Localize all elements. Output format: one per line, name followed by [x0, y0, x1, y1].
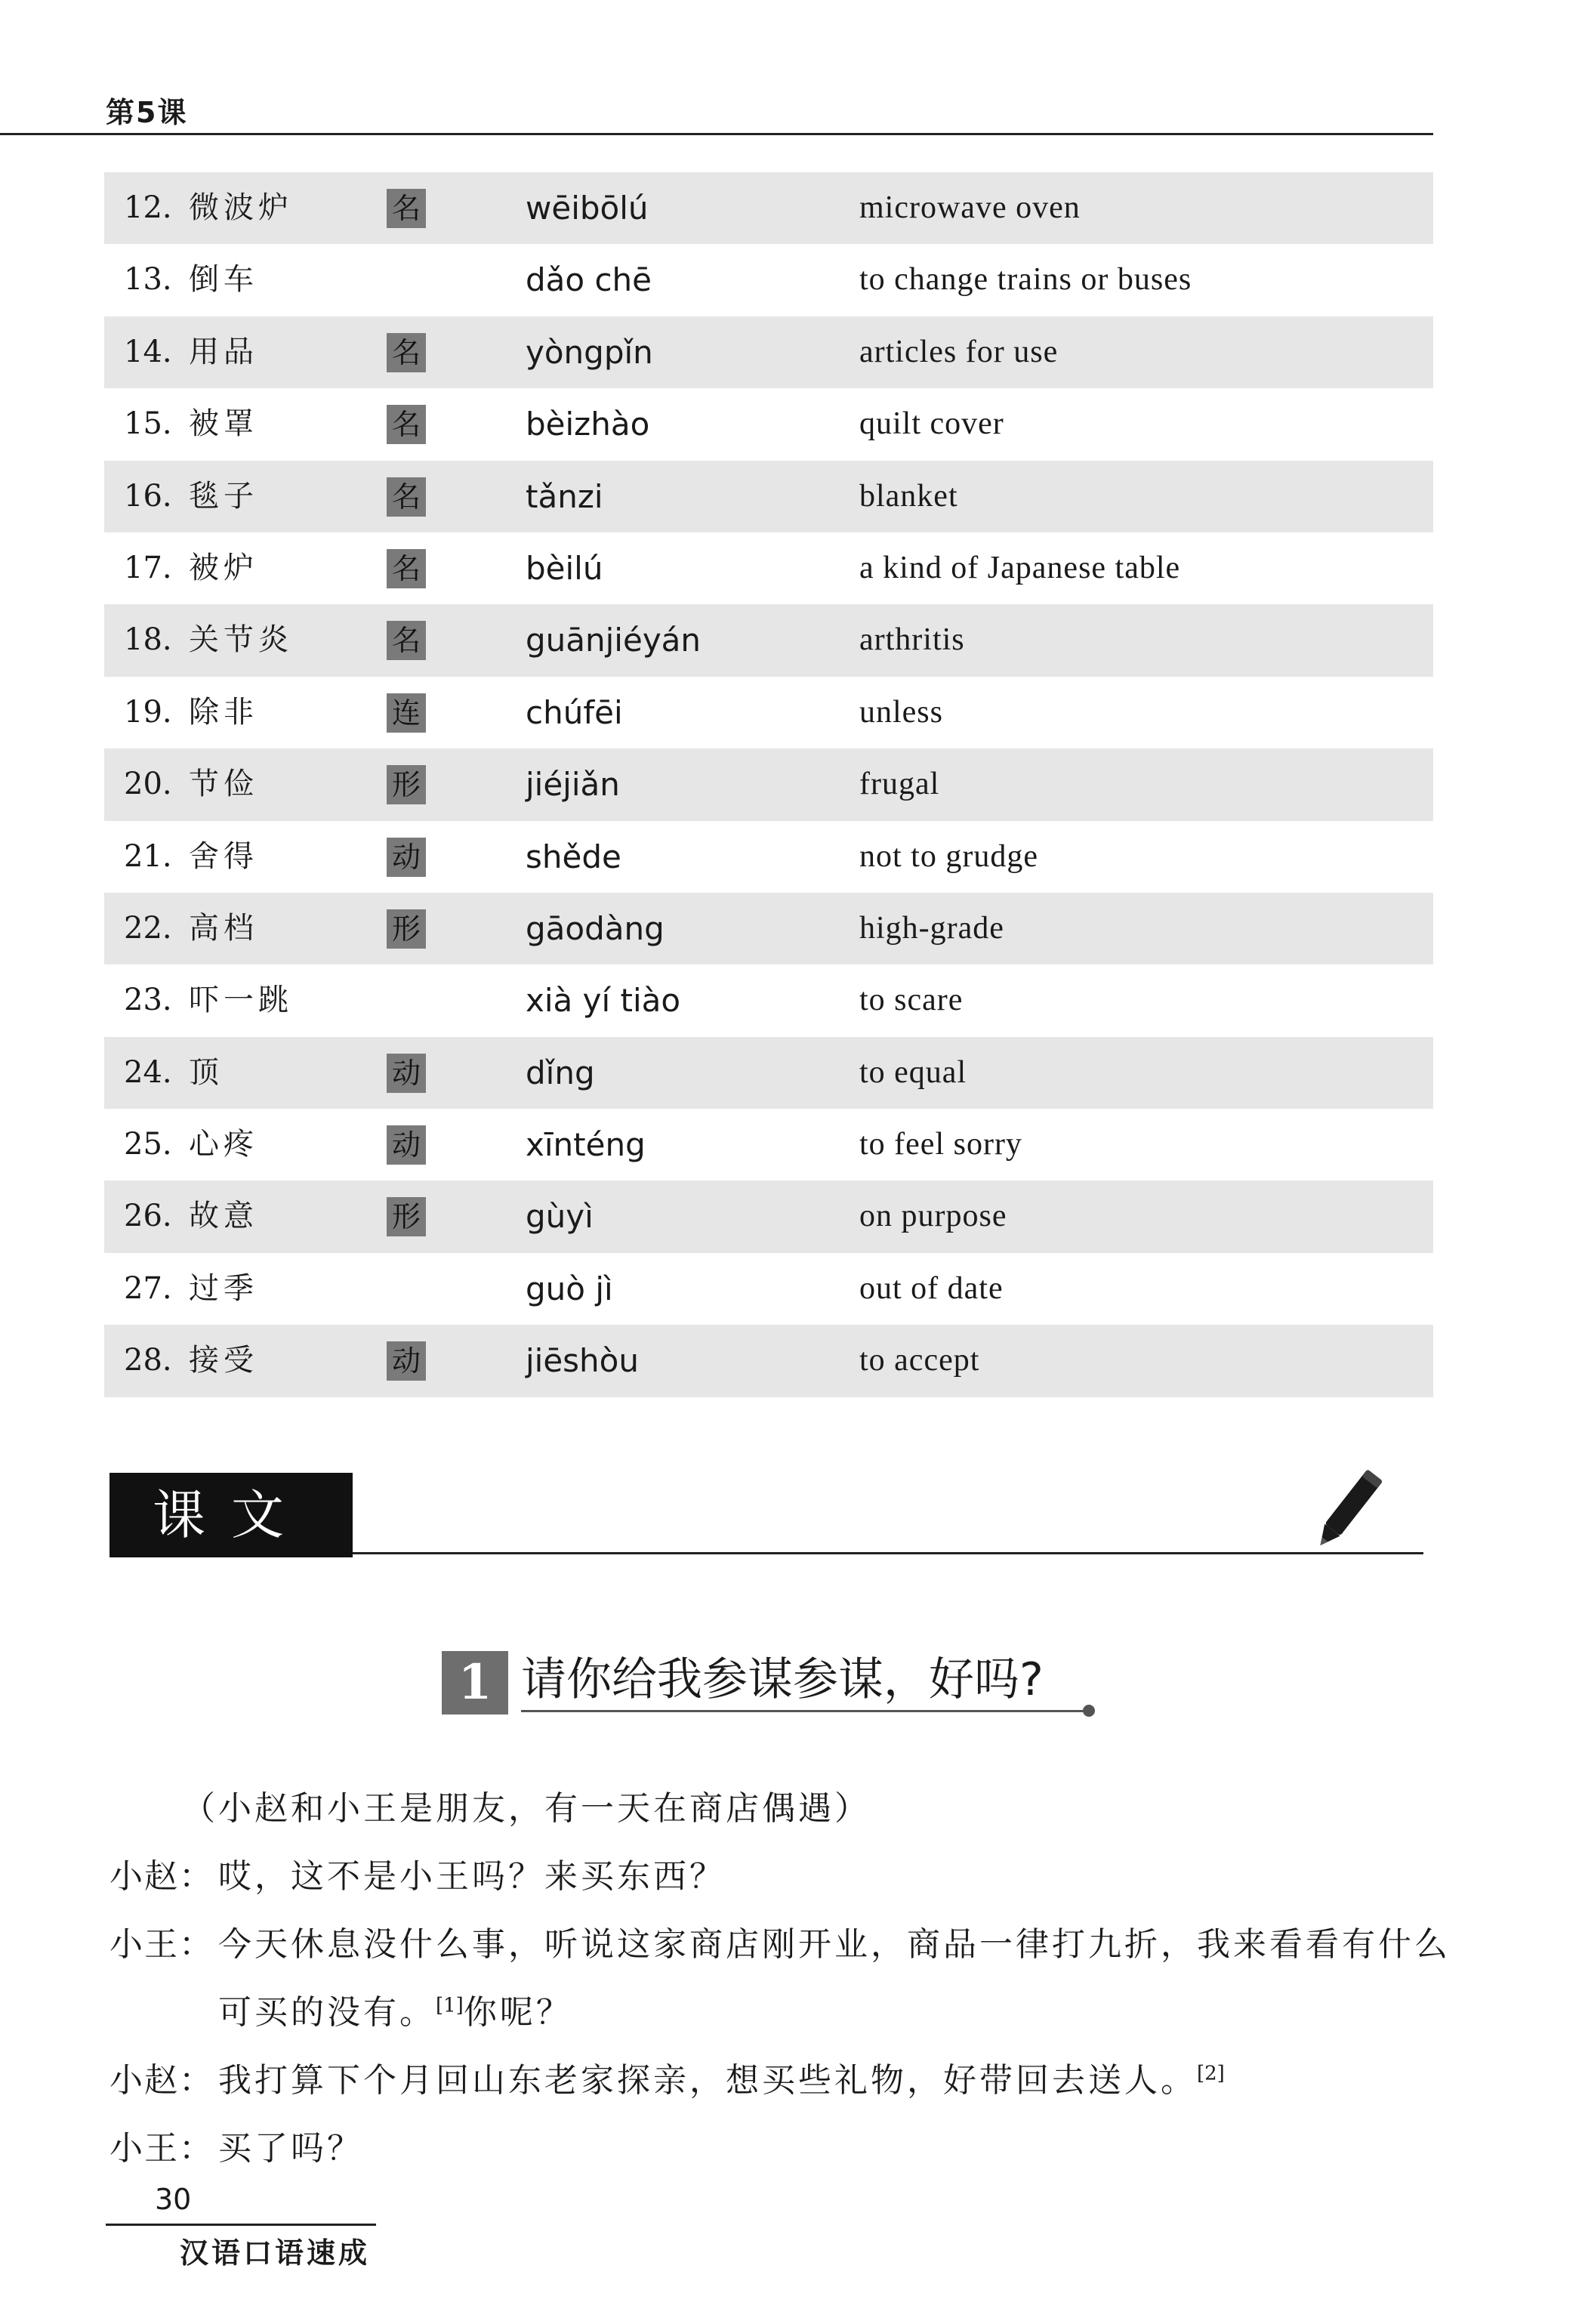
vocab-pinyin: tǎnzi — [526, 477, 603, 515]
vocab-word: 关节炎 — [189, 622, 293, 658]
vocab-number: 27. — [124, 1270, 172, 1306]
vocab-word: 节俭 — [189, 767, 258, 802]
part-of-speech-badge: 名 — [387, 621, 426, 660]
vocab-number: 14. — [124, 334, 172, 369]
dialogue-line — [109, 1843, 1439, 1911]
vocab-pinyin: bèizhào — [526, 406, 650, 443]
vocab-word: 顶 — [189, 1054, 224, 1090]
vocab-english: frugal — [859, 767, 940, 802]
vocab-row — [104, 821, 1433, 893]
part-of-speech-badge: 形 — [387, 1197, 426, 1236]
part-of-speech-badge: 名 — [387, 405, 426, 444]
speech-text: 哎，这不是小王吗？来买东西？ — [218, 1857, 726, 1896]
vocab-word: 吓一跳 — [189, 983, 293, 1018]
speech-text: 我打算下个月回山东老家探亲，想买些礼物，好带回去送人。 — [218, 2061, 1197, 2100]
vocab-pinyin: bèilú — [526, 549, 603, 587]
part-of-speech-badge: 名 — [387, 333, 426, 372]
scene-description: （小赵和小王是朋友，有一天在商店偶遇） — [182, 1789, 871, 1828]
vocab-row — [104, 1253, 1433, 1325]
section-divider — [353, 1552, 1423, 1554]
vocab-row — [104, 172, 1433, 244]
speech-text: 买了吗？ — [218, 2129, 363, 2168]
vocab-row — [104, 604, 1433, 676]
dialogue-line — [109, 1911, 1451, 1979]
vocab-number: 25. — [124, 1127, 172, 1162]
vocab-pinyin: jiēshòu — [526, 1342, 639, 1380]
vocab-word: 接受 — [189, 1343, 258, 1378]
lesson-title-underline — [521, 1710, 1089, 1712]
vocab-row — [104, 748, 1433, 820]
vocab-row — [104, 1325, 1433, 1397]
vocab-english: quilt cover — [859, 406, 1004, 442]
vocab-word: 被罩 — [189, 406, 258, 442]
vocab-number: 22. — [124, 910, 172, 946]
vocab-english: microwave oven — [859, 190, 1081, 225]
vocab-word: 除非 — [189, 694, 258, 730]
vocab-pinyin: xīnténg — [526, 1126, 646, 1164]
vocab-row — [104, 244, 1433, 316]
vocab-word: 故意 — [189, 1199, 258, 1234]
dialogue-line-continuation — [109, 1979, 1439, 2047]
vocab-number: 13. — [124, 262, 172, 298]
vocab-word: 高档 — [189, 910, 258, 946]
vocab-english: arthritis — [859, 622, 965, 658]
vocab-pinyin: xià yí tiào — [526, 982, 681, 1020]
vocab-pinyin: gāodàng — [526, 909, 665, 947]
page-number: 30 — [155, 2183, 192, 2216]
vocab-pinyin: wēibōlú — [526, 190, 649, 227]
vocab-row — [104, 532, 1433, 604]
vocab-word: 过季 — [189, 1270, 258, 1306]
vocab-pinyin: jiéjiǎn — [526, 766, 620, 804]
vocab-row — [104, 964, 1433, 1036]
vocab-number: 20. — [124, 767, 172, 802]
vocab-row — [104, 316, 1433, 388]
vocab-english: unless — [859, 694, 943, 730]
part-of-speech-badge: 动 — [387, 1341, 426, 1381]
vocab-english: not to grudge — [859, 838, 1038, 874]
part-of-speech-badge: 形 — [387, 909, 426, 949]
speech-text: 可买的没有。 — [218, 1993, 436, 2032]
vocab-word: 毯子 — [189, 478, 258, 514]
vocab-english: on purpose — [859, 1199, 1007, 1234]
vocab-word: 微波炉 — [189, 190, 293, 225]
vocab-english: to feel sorry — [859, 1127, 1022, 1162]
book-title: 汉语口语速成 — [180, 2236, 371, 2270]
part-of-speech-badge: 连 — [387, 693, 426, 733]
speech-text: 你呢？ — [463, 1993, 572, 2032]
speaker-label: 小赵： — [109, 1857, 214, 1896]
lesson-header-label: 第5课 — [106, 96, 188, 129]
vocab-row — [104, 893, 1433, 964]
part-of-speech-badge: 名 — [387, 549, 426, 588]
speaker-label: 小王： — [109, 1925, 214, 1964]
part-of-speech-badge: 名 — [387, 189, 426, 228]
vocab-pinyin: guānjiéyán — [526, 622, 702, 659]
part-of-speech-badge: 动 — [387, 1125, 426, 1165]
part-of-speech-badge: 动 — [387, 1054, 426, 1093]
vocab-number: 26. — [124, 1199, 172, 1234]
section-heading: 课文 — [109, 1473, 353, 1557]
lesson-number-badge: 1 — [442, 1651, 508, 1714]
footnote-ref: [2] — [1197, 2062, 1225, 2085]
vocab-word: 用品 — [189, 334, 258, 369]
header-divider — [0, 133, 1433, 135]
vocab-pinyin: chúfēi — [526, 693, 623, 731]
vocabulary-table — [104, 172, 1433, 1397]
dialogue-line — [109, 2047, 1439, 2115]
vocab-number: 12. — [124, 190, 172, 225]
speaker-label: 小王： — [109, 2129, 214, 2168]
vocab-number: 15. — [124, 406, 172, 442]
vocab-english: to accept — [859, 1343, 980, 1378]
vocab-word: 倒车 — [189, 262, 258, 298]
vocab-pinyin: dǐng — [526, 1054, 595, 1091]
vocab-pinyin: shěde — [526, 838, 621, 875]
vocab-number: 18. — [124, 622, 172, 658]
dialogue-text — [109, 1775, 1451, 2183]
part-of-speech-badge: 名 — [387, 477, 426, 517]
vocab-english: to scare — [859, 983, 964, 1018]
vocab-english: articles for use — [859, 334, 1059, 369]
speaker-label: 小赵： — [109, 2061, 214, 2100]
part-of-speech-badge: 动 — [387, 838, 426, 877]
vocab-pinyin: guò jì — [526, 1270, 613, 1307]
vocab-english: to equal — [859, 1054, 967, 1090]
speech-text: 今天休息没什么事，听说这家商店刚开业，商品一律打九折，我来看看有什么 — [218, 1925, 1451, 1964]
vocab-row — [104, 1037, 1433, 1109]
vocab-english: out of date — [859, 1270, 1004, 1306]
vocab-row — [104, 677, 1433, 748]
vocab-pinyin: dǎo chē — [526, 261, 652, 299]
vocab-word: 被炉 — [189, 550, 258, 585]
vocab-english: to change trains or buses — [859, 262, 1192, 298]
lesson-title: 请你给我参谋参谋，好吗? — [521, 1653, 1044, 1706]
vocab-english: a kind of Japanese table — [859, 550, 1181, 585]
vocab-word: 舍得 — [189, 838, 258, 874]
vocab-pinyin: gùyì — [526, 1198, 594, 1236]
vocab-number: 28. — [124, 1343, 172, 1378]
vocab-english: high-grade — [859, 910, 1004, 946]
vocab-number: 19. — [124, 694, 172, 730]
vocab-row — [104, 1181, 1433, 1252]
vocab-row — [104, 1109, 1433, 1181]
vocab-number: 21. — [124, 838, 172, 874]
vocab-english: blanket — [859, 478, 958, 514]
vocab-row — [104, 388, 1433, 460]
vocab-number: 17. — [124, 550, 172, 585]
part-of-speech-badge: 形 — [387, 765, 426, 804]
vocab-number: 16. — [124, 478, 172, 514]
lesson-title-dot — [1083, 1705, 1095, 1717]
vocab-number: 24. — [124, 1054, 172, 1090]
vocab-row — [104, 461, 1433, 532]
vocab-pinyin: yòngpǐn — [526, 333, 653, 371]
footer-divider — [106, 2224, 376, 2226]
dialogue-line — [109, 2115, 1439, 2183]
vocab-word: 心疼 — [189, 1127, 258, 1162]
vocab-number: 23. — [124, 983, 172, 1018]
footnote-ref: [1] — [436, 1994, 464, 2017]
pencil-icon — [1305, 1462, 1389, 1557]
